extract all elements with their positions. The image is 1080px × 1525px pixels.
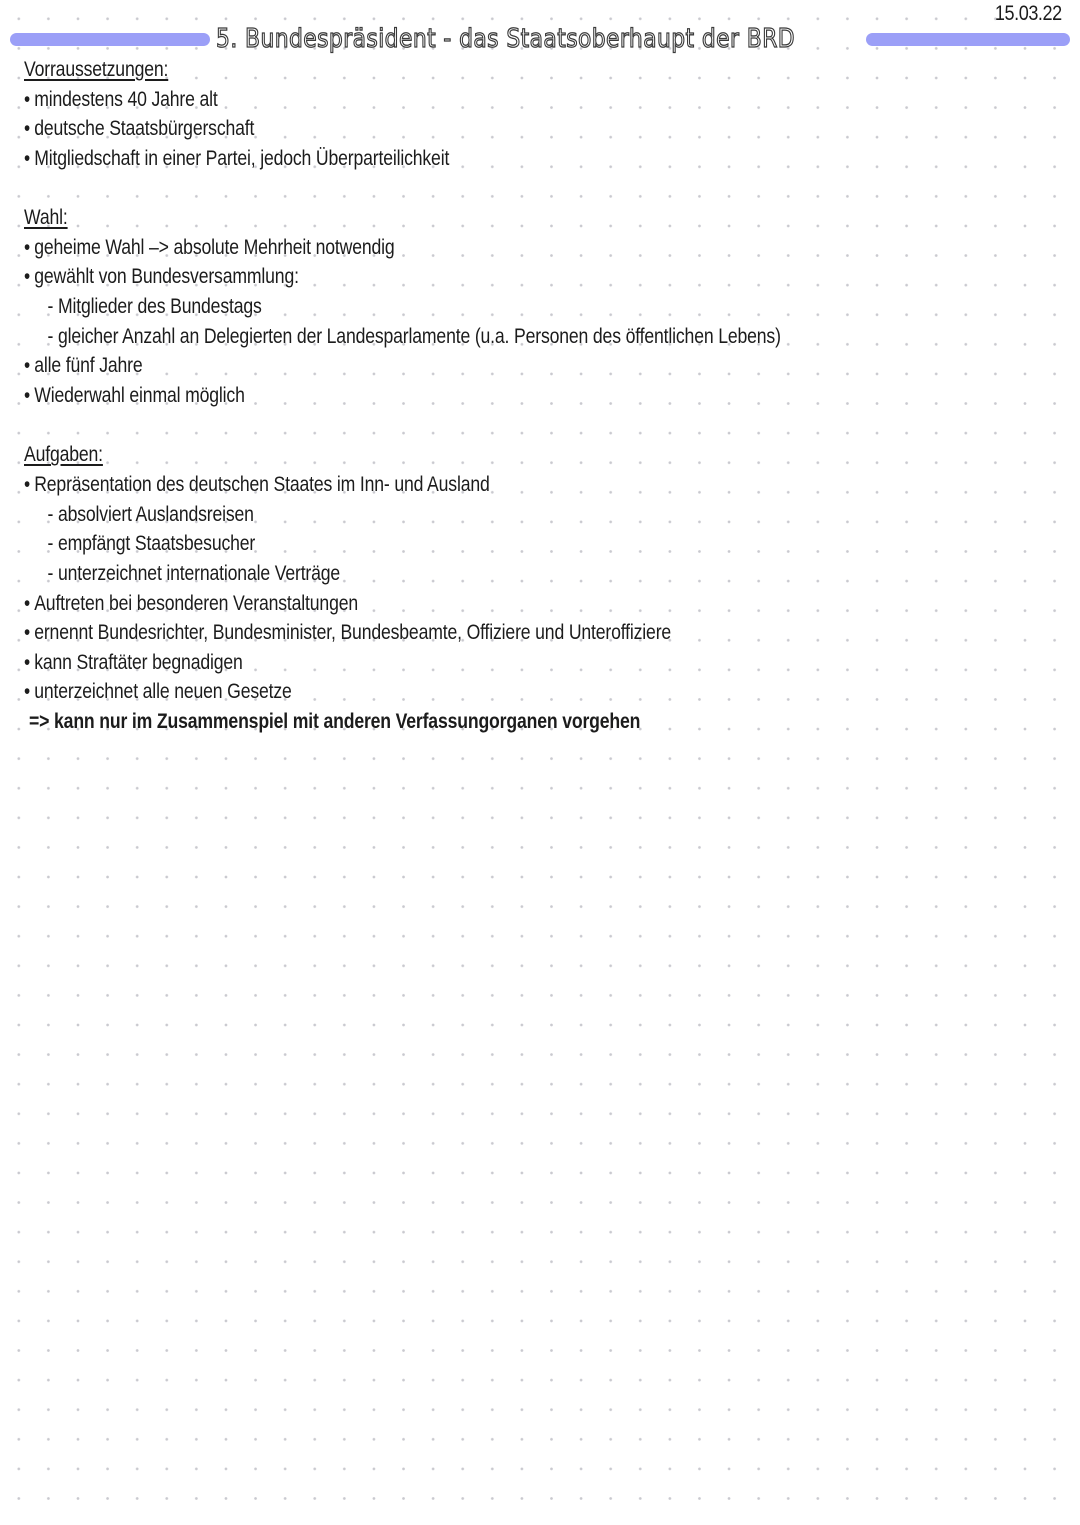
section-heading-wahl: Wahl: xyxy=(24,206,68,230)
bullet-icon: • xyxy=(24,354,31,378)
spacer xyxy=(24,174,898,204)
notes-content xyxy=(24,55,1064,737)
list-item: • mindestens 40 Jahre alt xyxy=(24,85,898,115)
title-decoration-left xyxy=(10,33,210,46)
bullet-icon: • xyxy=(24,265,31,289)
list-item: • kann Straftäter begnadigen xyxy=(24,648,898,678)
list-item: • alle fünf Jahre xyxy=(24,351,898,381)
sub-list-item: - empfängt Staatsbesucher xyxy=(47,532,256,556)
sub-list-item: - gleicher Anzahl an Delegierten der Landesparlamente (u.a. Personen des öffentlichen Lebens) xyxy=(47,324,781,348)
bullet-icon: • xyxy=(24,650,31,674)
section-heading-aufgaben: Aufgaben: xyxy=(24,443,103,467)
section-heading-voraussetzungen: Vorraussetzungen: xyxy=(24,58,169,81)
list-item: • geheime Wahl –> absolute Mehrheit notwendig xyxy=(24,233,898,263)
bullet-icon: • xyxy=(24,235,31,259)
bullet-icon: • xyxy=(24,384,31,408)
spacer xyxy=(24,411,898,441)
bullet-icon: • xyxy=(24,117,31,141)
bullet-icon: • xyxy=(24,87,31,111)
title-bar xyxy=(10,24,1070,54)
bullet-icon: • xyxy=(24,680,31,704)
title-decoration-right xyxy=(866,33,1070,46)
bullet-icon: • xyxy=(24,621,31,645)
page-title: 5. Bundespräsident - das Staatsoberhaupt der BRD xyxy=(216,24,796,54)
bullet-icon: • xyxy=(24,146,31,170)
list-item: • gewählt von Bundesversammlung: xyxy=(24,262,898,292)
date-label: 15.03.22 xyxy=(995,2,1062,25)
sub-list-item: - Mitglieder des Bundestags xyxy=(47,295,262,319)
list-item: • Repräsentation des deutschen Staates im Inn- und Ausland xyxy=(24,470,898,500)
conclusion-text: => kann nur im Zusammenspiel mit anderen Verfassungorganen vorgehen xyxy=(29,710,641,734)
bullet-icon: • xyxy=(24,591,31,615)
list-item: • Auftreten bei besonderen Veranstaltungen xyxy=(24,589,898,619)
list-item: • unterzeichnet alle neuen Gesetze xyxy=(24,677,898,707)
list-item: • Mitgliedschaft in einer Partei, jedoch Überparteilichkeit xyxy=(24,144,898,174)
list-item: • deutsche Staatsbürgerschaft xyxy=(24,114,898,144)
bullet-icon: • xyxy=(24,472,31,496)
sub-list-item: - unterzeichnet internationale Verträge xyxy=(47,561,341,585)
list-item: • Wiederwahl einmal möglich xyxy=(24,381,898,411)
list-item: • ernennt Bundesrichter, Bundesminister, Bundesbeamte, Offiziere und Unteroffiziere xyxy=(24,618,898,648)
sub-list-item: - absolviert Auslandsreisen xyxy=(47,502,254,526)
